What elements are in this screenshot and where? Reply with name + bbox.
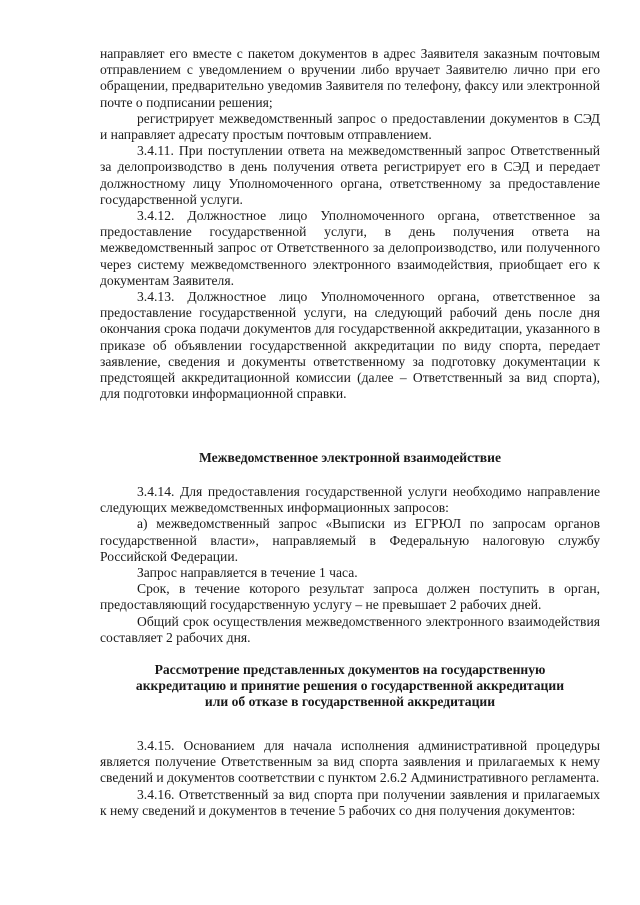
paragraph-3-4-13: 3.4.13. Должностное лицо Уполномоченного органа, ответственное за предоставление государственной услуги, на следующий рабочий день после дня окончания срока подачи документов для государственной аккредитации, указанного в приказе об объявлении государственной аккредитации по виду спорта, передает заявление, сведения и документы ответственному за подготовку документации к предстоящей аккредитационной комиссии (далее – Ответственный за вид спорта), для подготовки информационной справки. — [100, 289, 600, 402]
paragraph-3-4-11: 3.4.11. При поступлении ответа на межведомственный запрос Ответственный за делопроизводство в день получения ответа регистрирует его в СЭД и передает должностному лицу Уполномоченного органа, ответственному за предоставление государственной услуги. — [100, 143, 600, 207]
paragraph-response-term: Срок, в течение которого результат запроса должен поступить в орган, предоставляющий государственную услугу – не превышает 2 рабочих дней. — [100, 581, 600, 613]
paragraph-total-term: Общий срок осуществления межведомственного электронного взаимодействия составляет 2 рабочих дня. — [100, 613, 600, 645]
section-interagency — [100, 484, 600, 646]
paragraph-3-4-16: 3.4.16. Ответственный за вид спорта при получении заявления и прилагаемых к нему сведений и документов в течение 5 рабочих со дня получения документов: — [100, 786, 600, 818]
section-heading-line: аккредитацию и принятие решения о государственной аккредитации — [135, 678, 565, 694]
section-heading: Межведомственное электронной взаимодействие — [199, 450, 501, 465]
section-procedures — [100, 46, 600, 402]
section-heading-line: или об отказе в государственной аккредитации — [204, 694, 496, 710]
section-heading-line: Рассмотрение представленных документов на государственную — [154, 662, 546, 677]
paragraph-3-4-12: 3.4.12. Должностное лицо Уполномоченного органа, ответственное за предоставление государственной услуги, в день получения ответа на межведомственный запрос от Ответственного за делопроизводство, или полученного через систему межведомственного электронного взаимодействия, приобщает его к документам Заявителя. — [100, 208, 600, 288]
paragraph-send-decision: направляет его вместе с пакетом документов в адрес Заявителя заказным почтовым отправлением с уведомлением о вручении либо вручает Заявителю лично при его обращении, предварительно уведомив Заявителя по телефону, факсу или электронной почте о подписании решения; — [100, 46, 600, 110]
paragraph-request-egrul: а) межведомственный запрос «Выписки из ЕГРЮЛ по запросам органов государственной власти», направляемый в Федеральную налоговую службу Российской Федерации. — [100, 516, 600, 564]
paragraph-request-time: Запрос направляется в течение 1 часа. — [137, 565, 358, 581]
heading-interagency — [100, 450, 600, 466]
paragraph-3-4-14: 3.4.14. Для предоставления государственной услуги необходимо направление следующих межведомственных информационных запросов: — [100, 484, 600, 516]
paragraph-register-request: регистрирует межведомственный запрос о предоставлении документов в СЭД и направляет адресату простым почтовым отправлением. — [100, 110, 600, 143]
section-review — [100, 738, 600, 819]
paragraph-3-4-15: 3.4.15. Основанием для начала исполнения административной процедуры является получение Ответственным за вид спорта заявления и прилагаемых к нему сведений и документов соответствии с пунктом 2.6.2 Административного регламента. — [100, 738, 600, 786]
heading-review — [100, 662, 600, 711]
